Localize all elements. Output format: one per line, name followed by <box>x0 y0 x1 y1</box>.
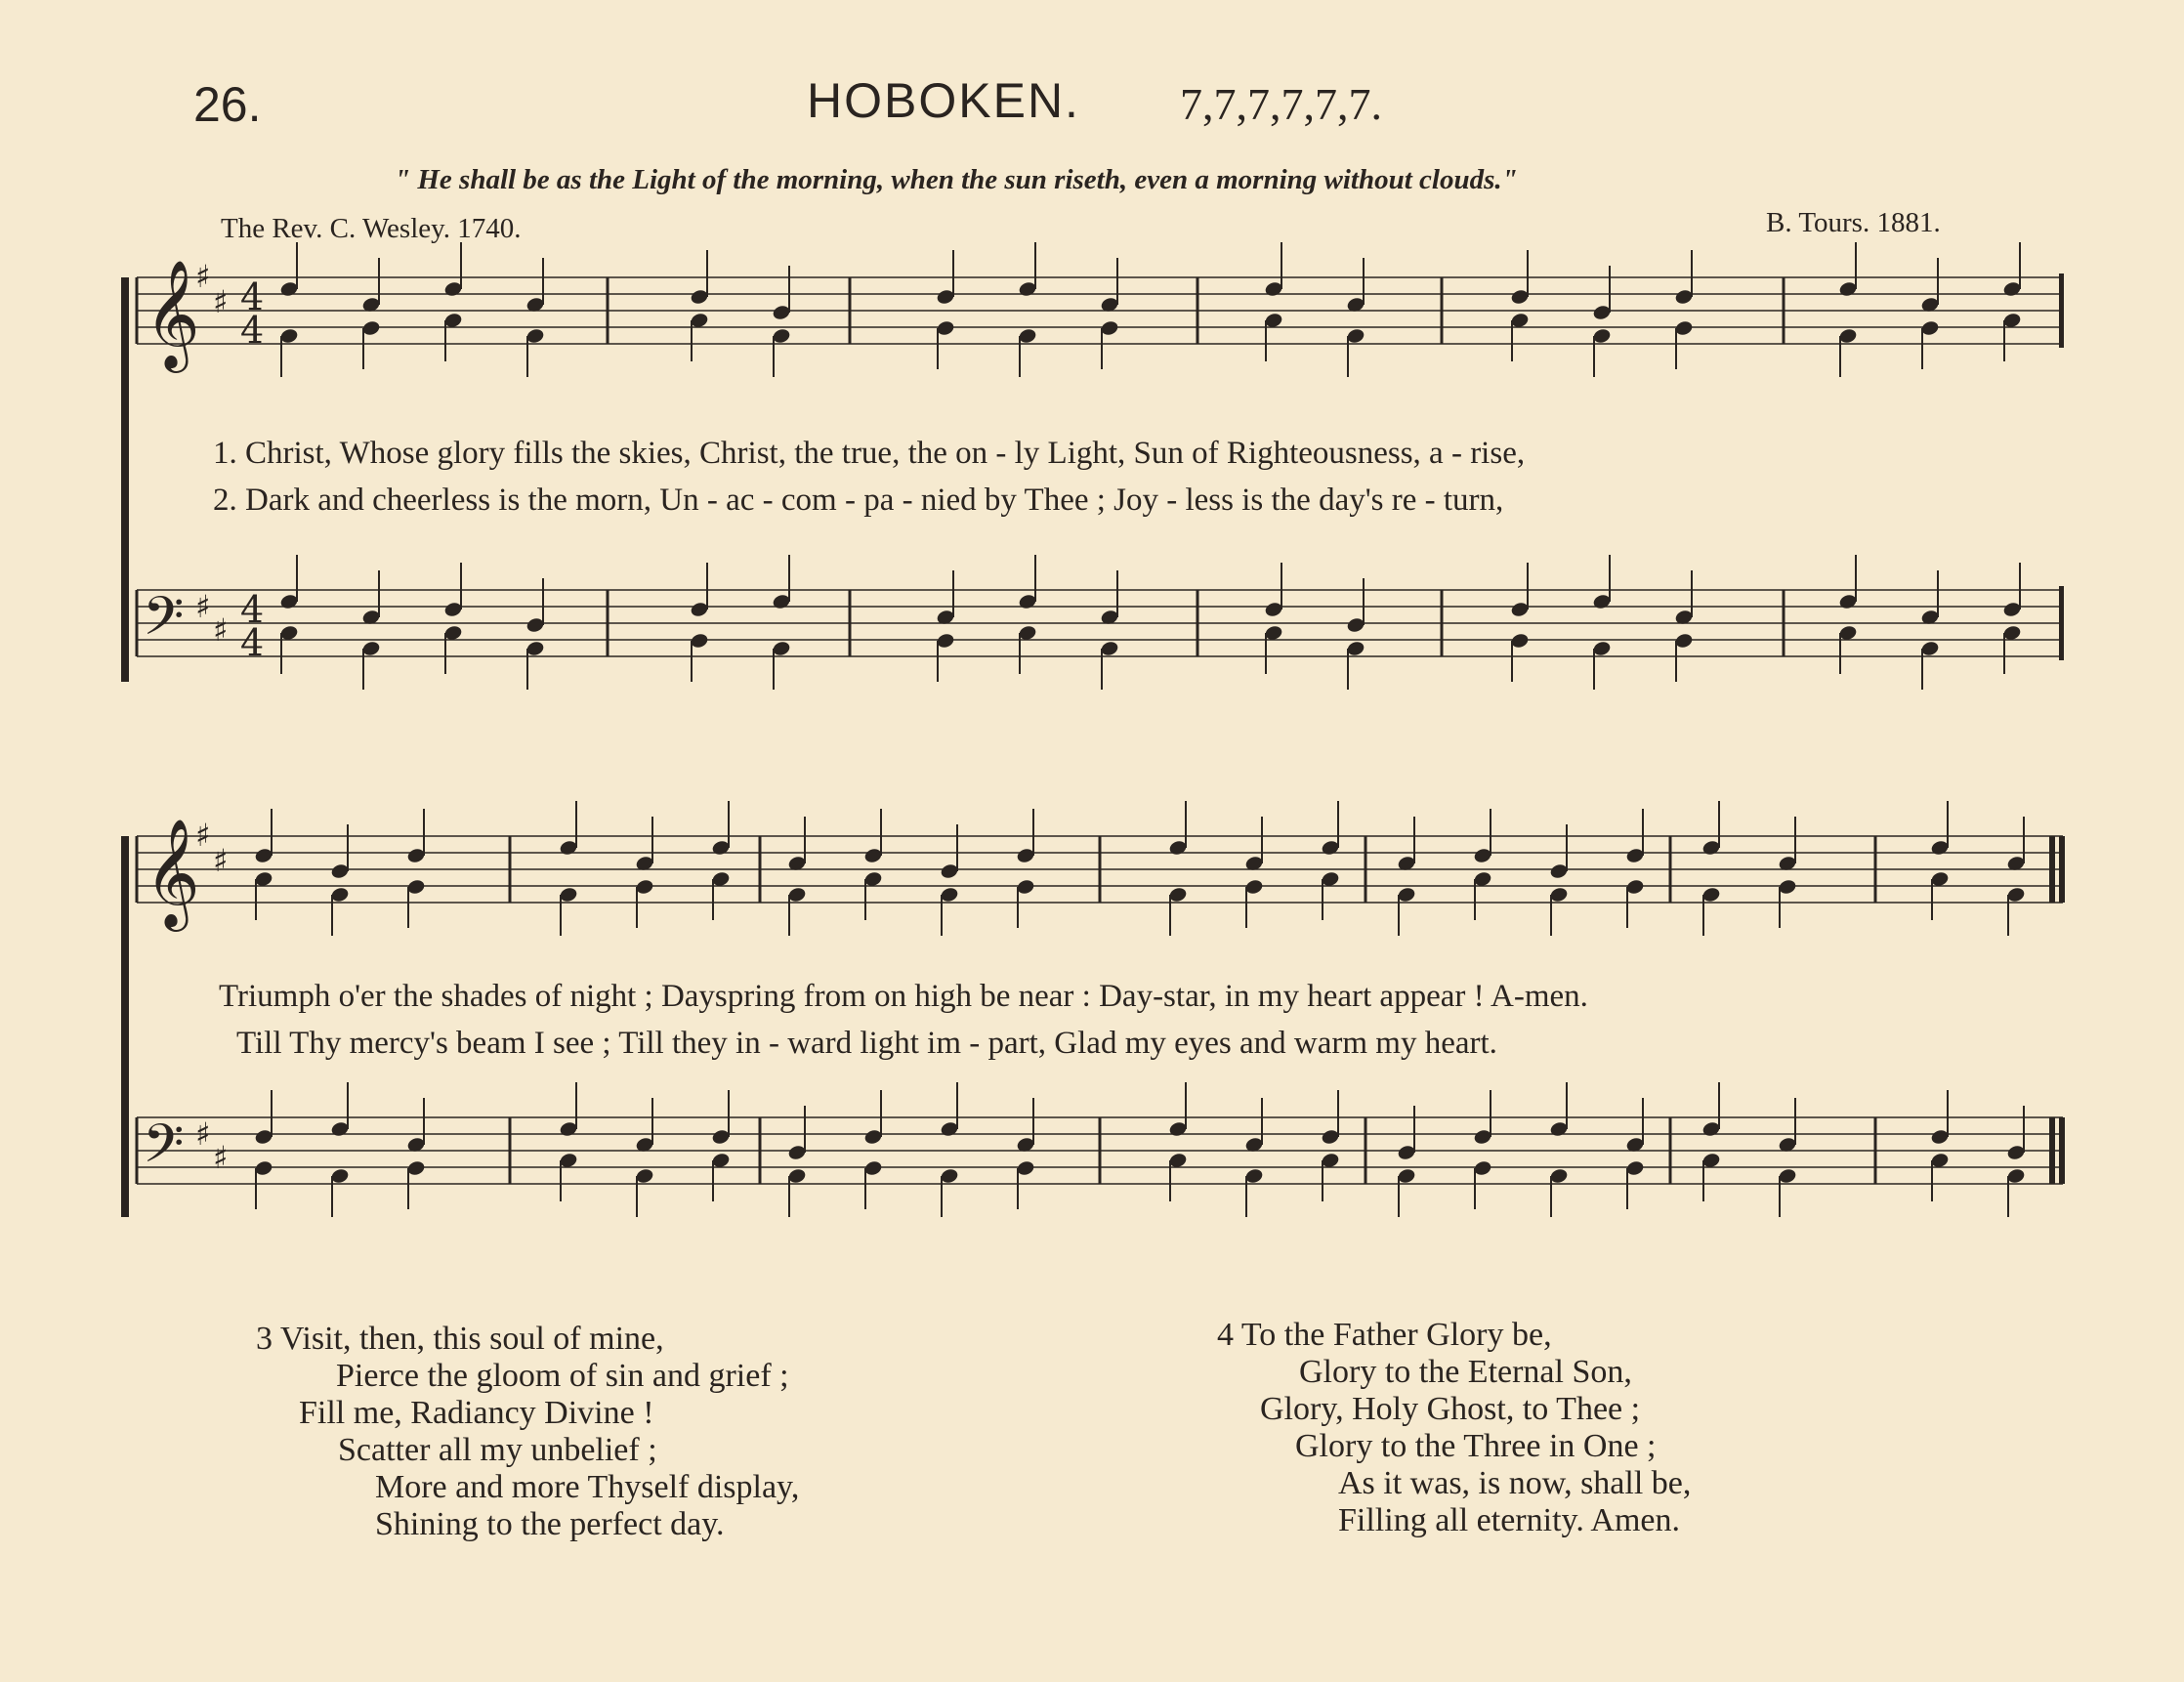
bass-clef: 𝄢 <box>143 585 185 660</box>
stanza4-line: Filling all eternity. Amen. <box>1338 1502 1681 1538</box>
hymn-number: 26. <box>193 77 262 132</box>
key-signature-sharp: ♯ <box>195 258 211 295</box>
stanza4-line: As it was, is now, shall be, <box>1338 1465 1692 1501</box>
stanza4-line: Glory to the Eternal Son, <box>1299 1354 1632 1390</box>
key-signature-sharp: ♯ <box>195 1115 211 1153</box>
hymn-title: HOBOKEN. <box>807 73 1080 128</box>
final-barline <box>2059 1117 2065 1184</box>
stanza4-line: Glory, Holy Ghost, to Thee ; <box>1260 1391 1641 1427</box>
final-barline <box>2049 836 2055 903</box>
system-bracket <box>121 277 129 682</box>
key-signature-sharp: ♯ <box>195 817 211 854</box>
stanza3-line: 3 Visit, then, this soul of mine, <box>256 1321 664 1357</box>
final-barline <box>2049 1117 2055 1184</box>
treble-clef: 𝄞 <box>145 259 200 368</box>
treble-clef: 𝄞 <box>145 818 200 927</box>
bass-clef: 𝄢 <box>143 1113 185 1188</box>
lyrics-system2-verse2: Till Thy mercy's beam I see ; Till they in - ward light im - part, Glad my eyes and warm my heart. <box>236 1026 1497 1061</box>
lyrics-system1-verse1: 1. Christ, Whose glory fills the skies, Christ, the true, the on - ly Light, Sun of Righteousness, a - rise, <box>213 436 1526 471</box>
stanza3-line: Pierce the gloom of sin and grief ; <box>336 1358 789 1394</box>
final-barline <box>2059 836 2065 903</box>
epigraph: " He shall be as the Light of the morning, when the sun riseth, even a morning without clouds." <box>395 164 1518 195</box>
end-barline <box>2059 586 2064 660</box>
author-credit: The Rev. C. Wesley. 1740. <box>221 213 522 244</box>
composer-credit: B. Tours. 1881. <box>1766 207 1941 238</box>
key-signature-sharp: ♯ <box>213 283 229 320</box>
key-signature-sharp: ♯ <box>195 588 211 625</box>
time-signature-bottom: 4 <box>240 621 265 664</box>
time-signature-top: 4 <box>240 275 265 318</box>
stanza3-line: Scatter all my unbelief ; <box>338 1432 657 1468</box>
hymn-meter: 7,7,7,7,7,7. <box>1180 79 1382 129</box>
lyrics-system2-verse1: Triumph o'er the shades of night ; Dayspring from on high be near : Day-star, in my heart appear ! A-men. <box>219 979 1588 1014</box>
lyrics-system1-verse2: 2. Dark and cheerless is the morn, Un - ac - com - pa - nied by Thee ; Joy - less is the day's re - turn, <box>213 483 1504 518</box>
key-signature-sharp: ♯ <box>213 611 229 649</box>
end-barline <box>2059 273 2064 348</box>
stanza4-line: 4 To the Father Glory be, <box>1217 1317 1552 1353</box>
stanza3-line: Fill me, Radiancy Divine ! <box>299 1395 654 1431</box>
key-signature-sharp: ♯ <box>213 842 229 879</box>
key-signature-sharp: ♯ <box>213 1139 229 1176</box>
stanza4-line: Glory to the Three in One ; <box>1295 1428 1657 1464</box>
time-signature-bottom: 4 <box>240 309 265 352</box>
time-signature-top: 4 <box>240 588 265 631</box>
system-bracket <box>121 836 129 1217</box>
stanza3-line: Shining to the perfect day. <box>375 1506 725 1542</box>
stanza3-line: More and more Thyself display, <box>375 1469 800 1505</box>
